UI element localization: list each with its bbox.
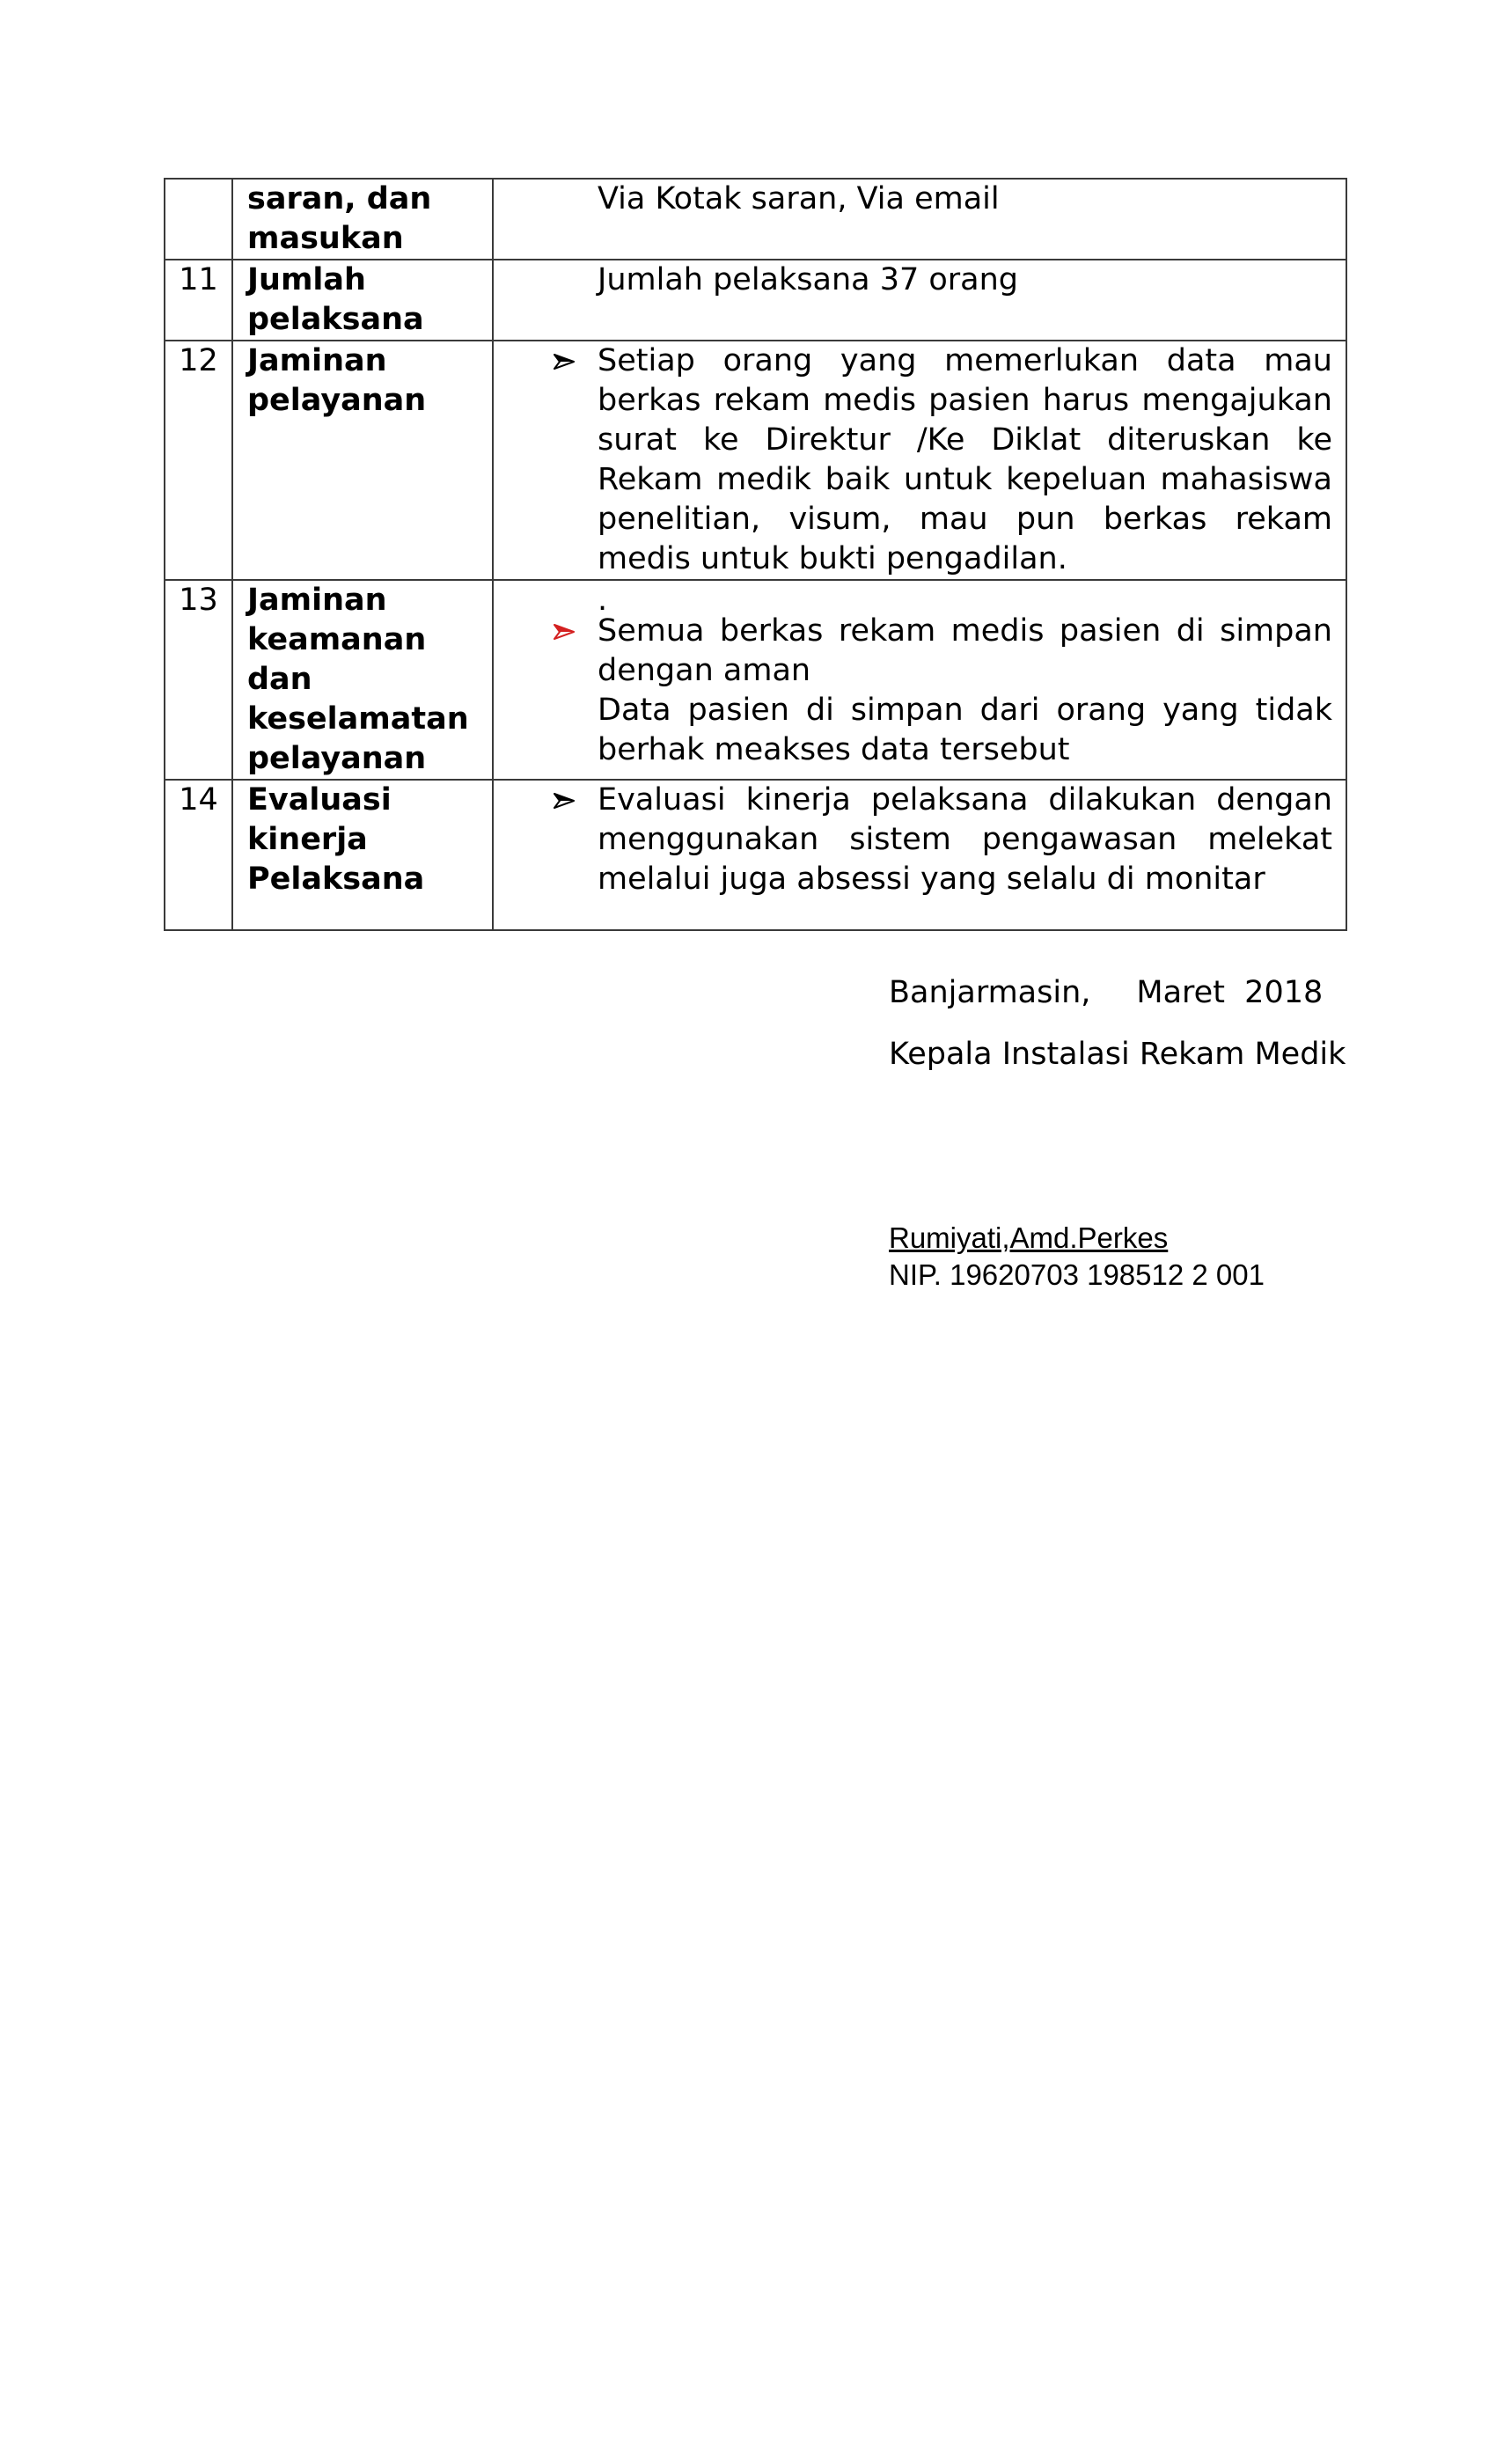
arrow-bullet-icon (554, 354, 575, 370)
table-row (165, 580, 1346, 780)
signature-role: Kepala Instalasi Rekam Medik (889, 1037, 1346, 1072)
content-item (494, 691, 1332, 770)
table-row (165, 341, 1346, 580)
row-label: Jaminan keamanan dan keselamatan pelayanan (232, 580, 493, 780)
signature-name: Rumiyati,Amd.Perkes (889, 1221, 1169, 1254)
row-content (493, 580, 1346, 780)
signature-nip: NIP. 19620703 198512 2 001 (889, 1258, 1265, 1291)
row-number: 13 (165, 580, 232, 780)
row-content (493, 341, 1346, 580)
row-number: 14 (165, 780, 232, 930)
table-row (165, 780, 1346, 930)
table-row (165, 179, 1346, 260)
content-item (494, 260, 1332, 300)
content-item (494, 781, 1332, 899)
row-label: Jaminan pelayanan (232, 341, 493, 580)
row-content (493, 179, 1346, 260)
content-item (494, 581, 1332, 618)
content-text: . (598, 583, 608, 618)
content-item (494, 180, 1332, 219)
signature-city: Banjarmasin, (889, 975, 1091, 1010)
arrow-bullet-icon (554, 624, 575, 640)
row-content (493, 780, 1346, 930)
content-item (494, 612, 1332, 691)
row-label: saran, dan masukan (232, 179, 493, 260)
signature-date: Maret 2018 (1136, 975, 1324, 1010)
content-text: Data pasien di simpan dari orang yang tidak berhak meakses data tersebut (598, 693, 1332, 767)
row-number: 11 (165, 260, 232, 341)
content-item (494, 341, 1332, 579)
row-content (493, 260, 1346, 341)
row-label: Jumlah pelaksana (232, 260, 493, 341)
row-number: 12 (165, 341, 232, 580)
content-text: Evaluasi kinerja pelaksana dilakukan dengan menggunakan sistem pengawasan melekat melalui juga absessi yang selalu di monitar (598, 782, 1332, 897)
arrow-bullet-icon (554, 793, 575, 809)
signature-place-date (889, 975, 1323, 1010)
content-text: Semua berkas rekam medis pasien di simpan dengan aman (598, 613, 1332, 688)
content-text: Via Kotak saran, Via email (598, 181, 1000, 216)
content-text: Setiap orang yang memerlukan data mau berkas rekam medis pasien harus mengajukan surat ke Direktur /Ke Diklat diteruskan ke Rekam medik baik untuk kepeluan mahasiswa penelitian, visum, mau pun berkas rekam medis untuk bukti pengadilan. (598, 343, 1332, 576)
service-standard-table (164, 178, 1347, 931)
row-number (165, 179, 232, 260)
row-label: Evaluasi kinerja Pelaksana (232, 780, 493, 930)
content-text: Jumlah pelaksana 37 orang (598, 262, 1019, 297)
table-row (165, 260, 1346, 341)
